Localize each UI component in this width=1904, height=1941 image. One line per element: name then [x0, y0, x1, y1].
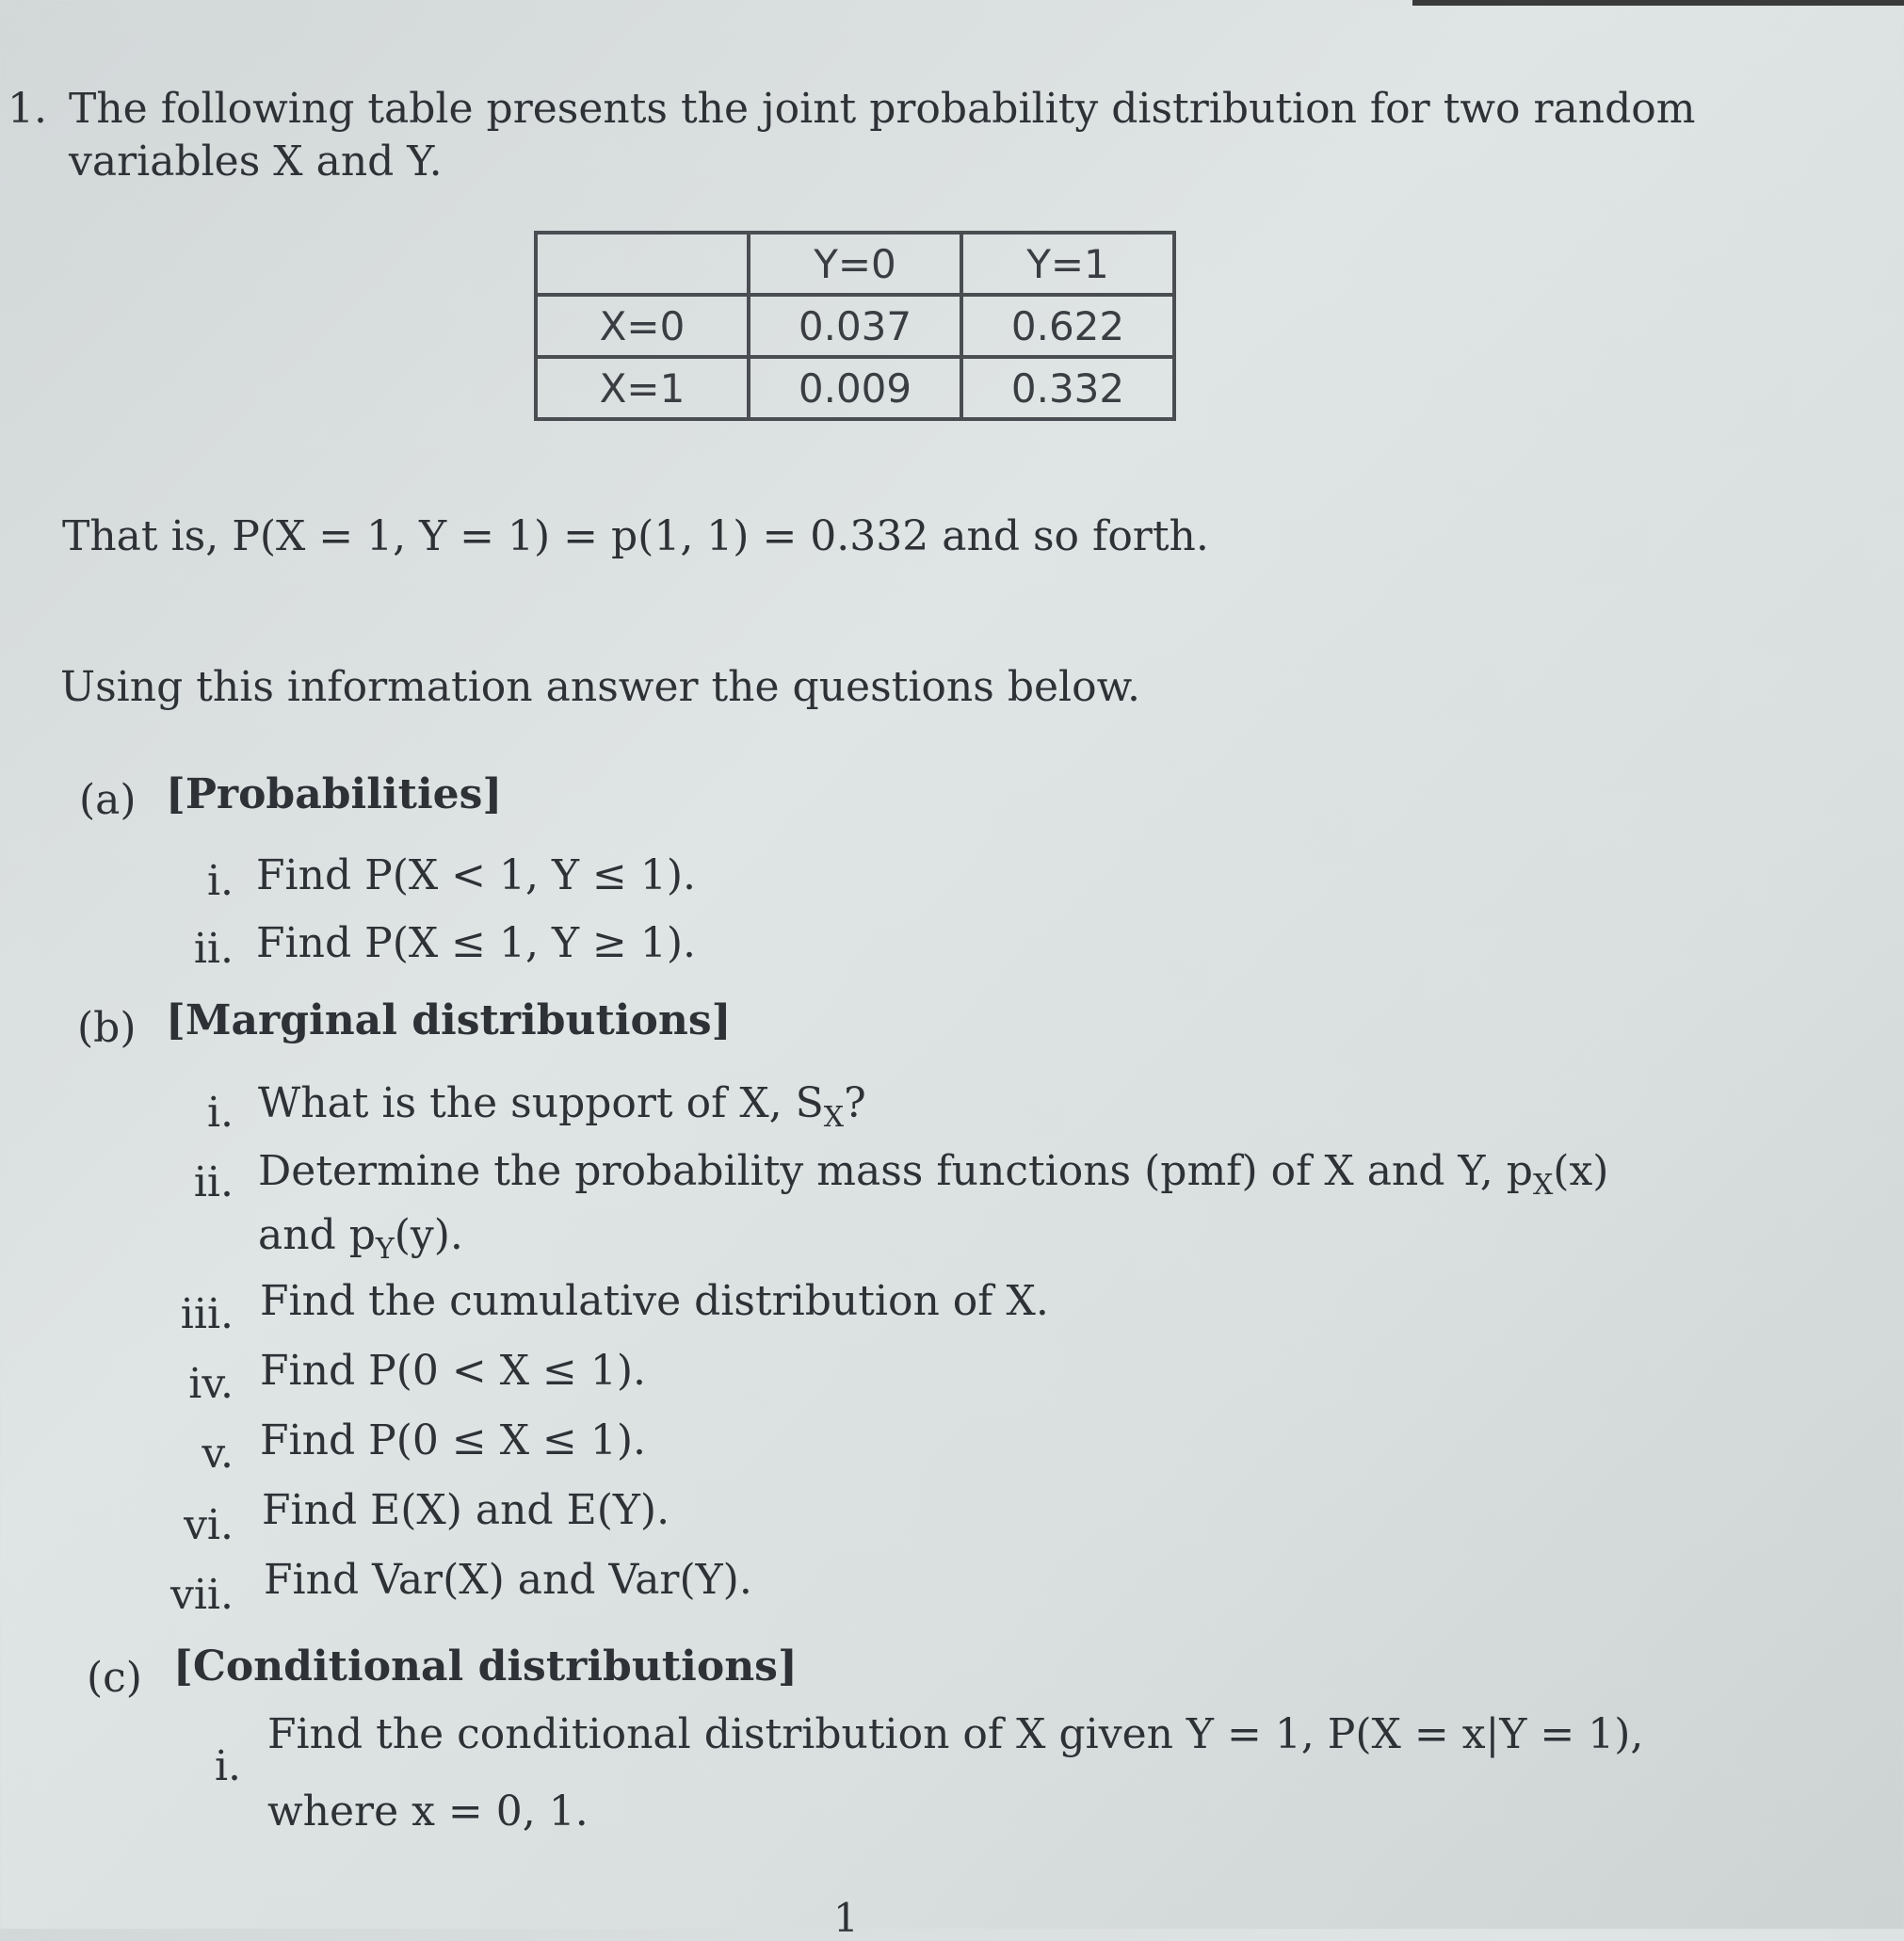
item-number: i.	[206, 857, 234, 905]
problem-intro-line1: The following table presents the joint probability distribution for two random	[69, 85, 1696, 133]
item-number: v.	[202, 1430, 234, 1478]
question-c-i-continued: where x = 0, 1.	[267, 1787, 589, 1836]
table-row-label: X=1	[536, 357, 749, 419]
question-b-v: Find P(0 ≤ X ≤ 1).	[260, 1416, 647, 1464]
question-b-iv: Find P(0 < X ≤ 1).	[260, 1347, 647, 1395]
table-cell: 0.009	[749, 357, 961, 419]
problem-number: 1.	[8, 85, 47, 133]
item-number: i.	[206, 1089, 234, 1137]
table-corner-cell	[536, 233, 749, 295]
question-b-vii: Find Var(X) and Var(Y).	[264, 1556, 752, 1604]
using-sentence: Using this information answer the questions below.	[60, 663, 1141, 711]
question-b-vi: Find E(X) and E(Y).	[262, 1486, 670, 1534]
problem-intro-line2: variables X and Y.	[69, 137, 443, 186]
table-header-row	[536, 233, 1174, 295]
that-is-sentence: That is, P(X = 1, Y = 1) = p(1, 1) = 0.332 and so forth.	[62, 512, 1209, 560]
item-number: iii.	[180, 1290, 234, 1338]
page-number: 1	[833, 1895, 859, 1941]
question-b-iii: Find the cumulative distribution of X.	[260, 1277, 1049, 1325]
section-b-label: (b)	[77, 1004, 137, 1052]
section-b-title: [Marginal distributions]	[166, 996, 732, 1044]
table-header-y0: Y=0	[749, 233, 961, 295]
item-number: vi.	[184, 1501, 234, 1549]
joint-probability-table	[534, 231, 1176, 421]
table-row	[536, 357, 1174, 419]
table-row-label: X=0	[536, 295, 749, 357]
table-cell: 0.037	[749, 295, 961, 357]
question-c-i: Find the conditional distribution of X given Y = 1, P(X = x|Y = 1),	[267, 1710, 1644, 1758]
section-c-title: [Conditional distributions]	[173, 1642, 798, 1690]
question-a-ii: Find P(X ≤ 1, Y ≥ 1).	[256, 919, 697, 967]
table-cell: 0.622	[961, 295, 1174, 357]
section-c-label: (c)	[87, 1654, 142, 1702]
question-b-i: What is the support of X, $S_X$?	[258, 1079, 866, 1134]
section-a-label: (a)	[79, 776, 137, 824]
screen-bezel-edge	[1412, 0, 1904, 6]
section-a-title: [Probabilities]	[166, 770, 503, 818]
item-number: ii.	[193, 925, 234, 973]
table-row	[536, 295, 1174, 357]
question-a-i: Find P(X < 1, Y ≤ 1).	[256, 851, 697, 899]
question-b-ii: Determine the probability mass functions (pmf) of X and Y, $p_X(x)$	[258, 1147, 1609, 1202]
item-number: i.	[214, 1742, 241, 1790]
question-b-ii-continued: and $p_Y(y)$.	[258, 1211, 463, 1266]
table-header-y1: Y=1	[961, 233, 1174, 295]
item-number: ii.	[193, 1158, 234, 1206]
item-number: iv.	[188, 1360, 234, 1408]
item-number: vii.	[170, 1571, 234, 1619]
table-cell: 0.332	[961, 357, 1174, 419]
